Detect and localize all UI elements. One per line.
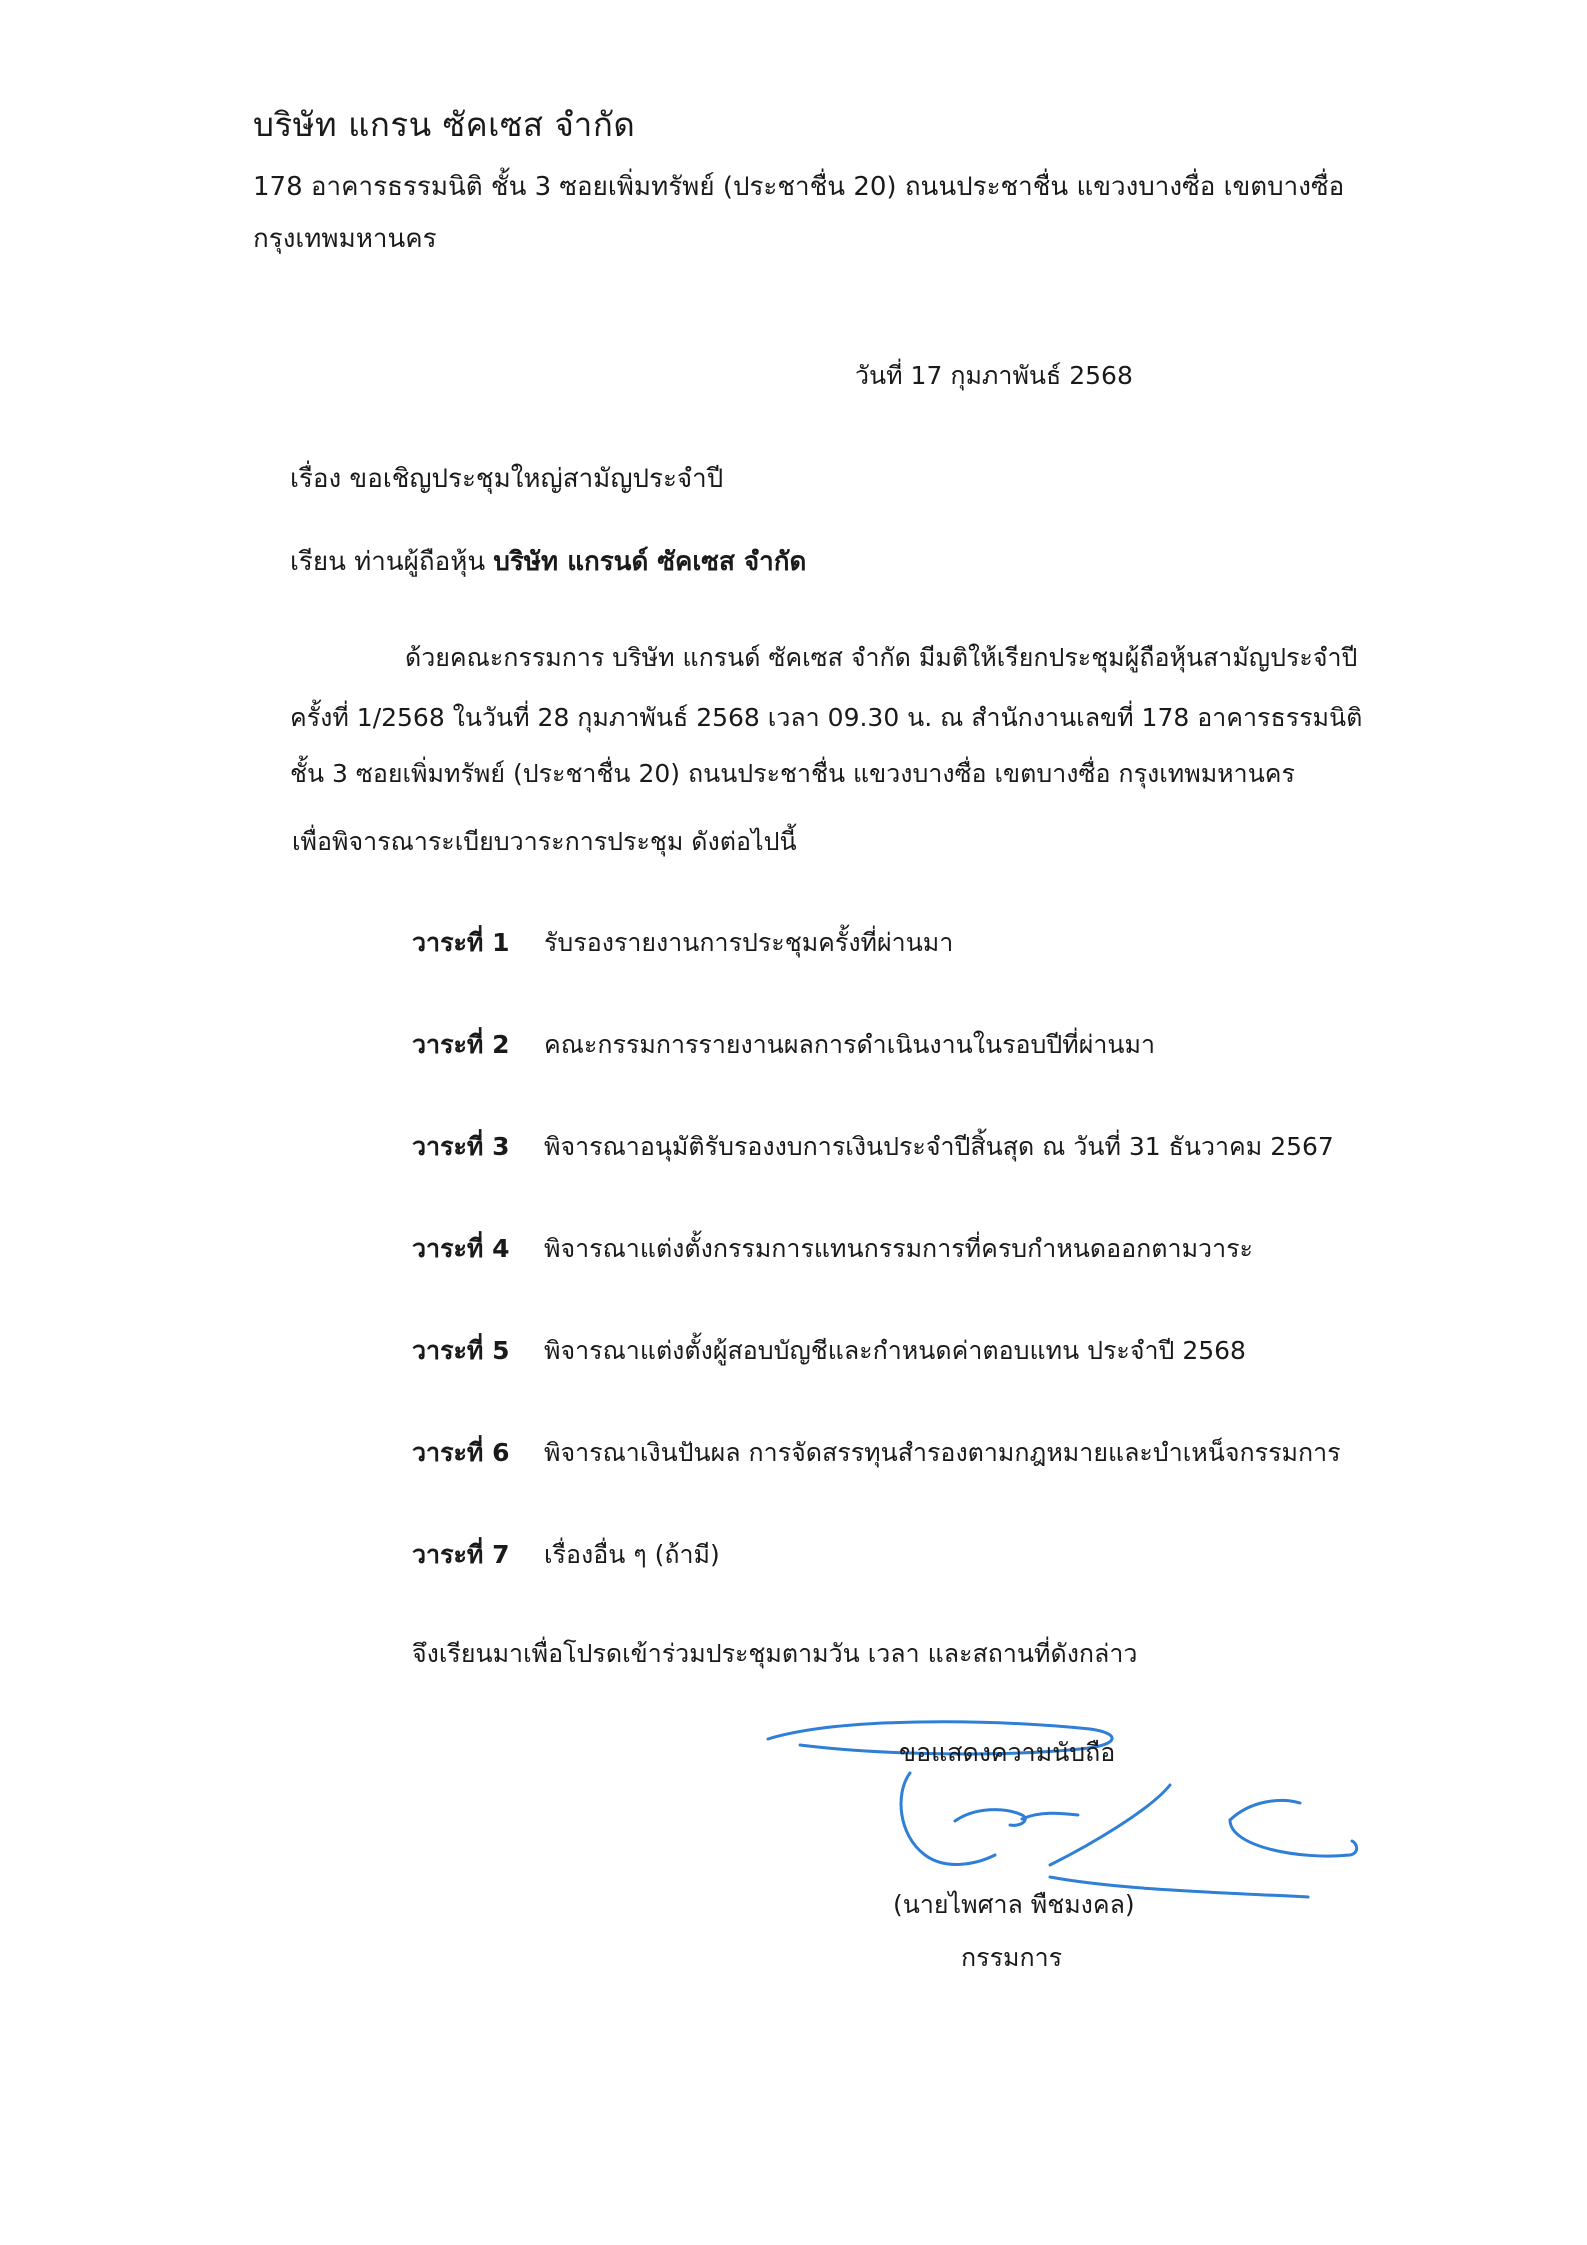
- body-line-2: ครั้งที่ 1/2568 ในวันที่ 28 กุมภาพันธ์ 2568 เวลา 09.30 น. ณ สำนักงานเลขที่ 178 อาคารธรรมนิติ: [290, 703, 1363, 732]
- letter-date: วันที่ 17 กุมภาพันธ์ 2568: [855, 361, 1133, 390]
- agenda-text: พิจารณาอนุมัติรับรองงบการเงินประจำปีสิ้นสุด ณ วันที่ 31 ธันวาคม 2567: [544, 1132, 1334, 1161]
- agenda-text: เรื่องอื่น ๆ (ถ้ามี): [544, 1540, 720, 1569]
- agenda-text: พิจารณาแต่งตั้งกรรมการแทนกรรมการที่ครบกำหนดออกตามวาระ: [544, 1234, 1253, 1263]
- agenda-number: วาระที่ 5: [412, 1336, 510, 1365]
- signer-name: (นายไพศาล พืชมงคล): [893, 1890, 1135, 1919]
- closing-sentence: จึงเรียนมาเพื่อโปรดเข้าร่วมประชุมตามวัน เวลา และสถานที่ดังกล่าว: [412, 1639, 1138, 1668]
- agenda-text: รับรองรายงานการประชุมครั้งที่ผ่านมา: [544, 928, 954, 957]
- body-line-3: ชั้น 3 ซอยเพิ่มทรัพย์ (ประชาชื่น 20) ถนนประชาชื่น แขวงบางซื่อ เขตบางซื่อ กรุงเทพมหานคร: [290, 759, 1295, 788]
- company-name: บริษัท แกรน ซัคเซส จำกัด: [253, 105, 636, 144]
- salutation-prefix: เรียน ท่านผู้ถือหุ้น: [290, 547, 494, 577]
- body-line-1: ด้วยคณะกรรมการ บริษัท แกรนด์ ซัคเซส จำกัด มีมติให้เรียกประชุมผู้ถือหุ้นสามัญประจำปี: [405, 643, 1358, 672]
- agenda-number: วาระที่ 1: [412, 928, 510, 957]
- agenda-number: วาระที่ 3: [412, 1132, 510, 1161]
- company-address-line-1: 178 อาคารธรรมนิติ ชั้น 3 ซอยเพิ่มทรัพย์ (ประชาชื่น 20) ถนนประชาชื่น แขวงบางซื่อ เขตบางซื่อ: [253, 172, 1345, 202]
- agenda-number: วาระที่ 2: [412, 1030, 510, 1059]
- signer-position: กรรมการ: [961, 1943, 1063, 1972]
- salutation-company: บริษัท แกรนด์ ซัคเซส จำกัด: [493, 547, 807, 577]
- agenda-item: [412, 1127, 1334, 1167]
- agenda-text: พิจารณาเงินปันผล การจัดสรรทุนสำรองตามกฎหมายและบำเหน็จกรรมการ: [544, 1438, 1341, 1467]
- agenda-item: [412, 1535, 720, 1575]
- agenda-item: [412, 1433, 1341, 1473]
- agenda-number: วาระที่ 6: [412, 1438, 510, 1467]
- agenda-item: [412, 1229, 1253, 1269]
- letter-subject: เรื่อง ขอเชิญประชุมใหญ่สามัญประจำปี: [290, 464, 724, 494]
- agenda-number: วาระที่ 4: [412, 1234, 510, 1263]
- agenda-item: [412, 1025, 1155, 1065]
- company-address-line-2: กรุงเทพมหานคร: [253, 224, 437, 254]
- agenda-item: [412, 1331, 1246, 1371]
- agenda-text: คณะกรรมการรายงานผลการดำเนินงานในรอบปีที่ผ่านมา: [544, 1030, 1156, 1059]
- sign-off-regards: ขอแสดงความนับถือ: [899, 1738, 1116, 1767]
- agenda-text: พิจารณาแต่งตั้งผู้สอบบัญชีและกำหนดค่าตอบแทน ประจำปี 2568: [544, 1336, 1246, 1365]
- letter-salutation: [290, 541, 806, 582]
- agenda-item: [412, 923, 953, 963]
- agenda-intro: เพื่อพิจารณาระเบียบวาระการประชุม ดังต่อไปนี้: [292, 827, 797, 856]
- agenda-number: วาระที่ 7: [412, 1540, 510, 1569]
